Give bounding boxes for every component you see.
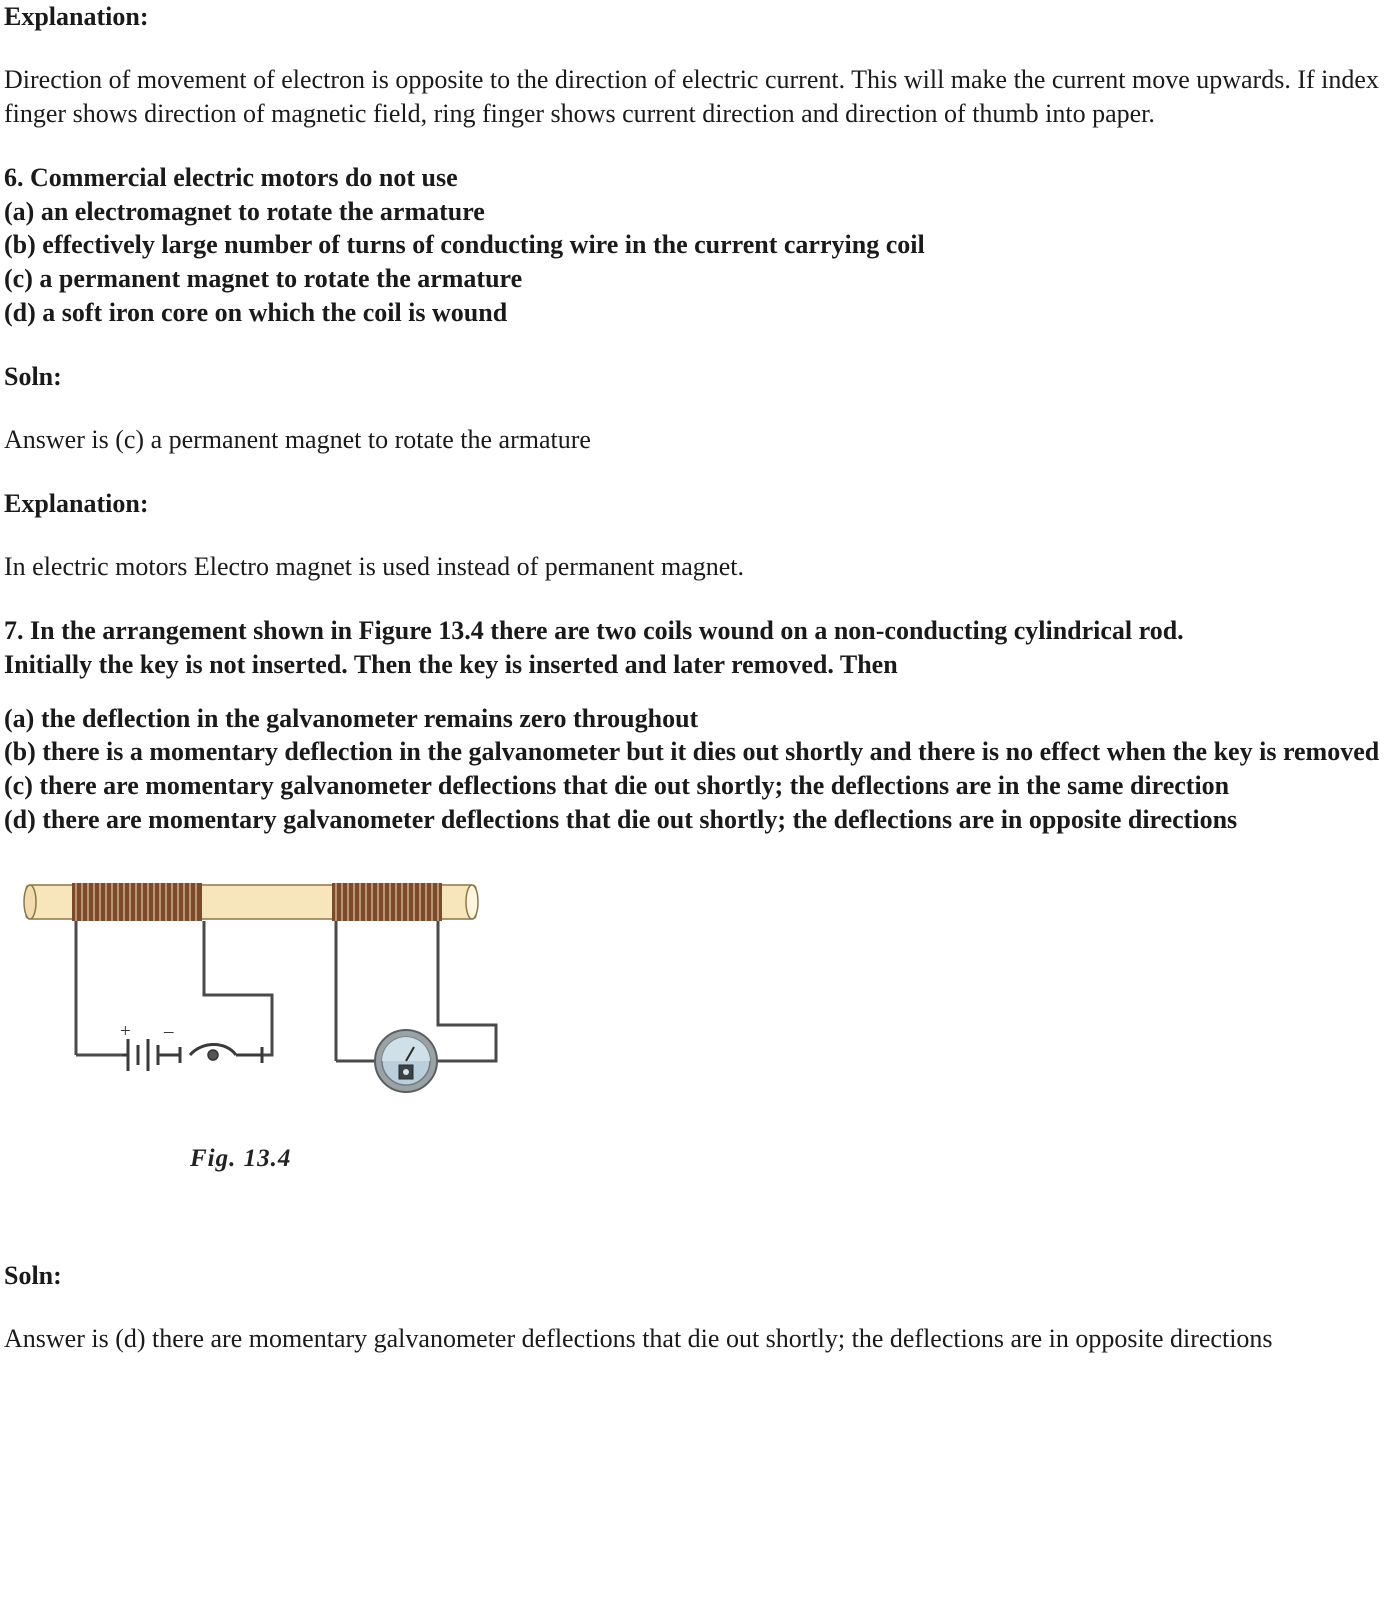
coil-secondary (332, 883, 442, 921)
rod-left-cap (24, 885, 36, 919)
spacer (4, 131, 1386, 161)
question-7-option-a: (a) the deflection in the galvanometer remains zero throughout (4, 703, 699, 733)
spacer (4, 520, 1386, 550)
battery-and-key (122, 1039, 262, 1071)
figure-13-4-diagram (4, 871, 524, 1131)
question-7-option-c: (c) there are momentary galvanometer deflections that die out shortly; the deflections are in the same direction (4, 771, 1230, 801)
question-7-option-d: (d) there are momentary galvanometer deflections that die out shortly; the deflections are in opposite directions (4, 804, 1238, 834)
question-7-stem-line2: Initially the key is not inserted. Then the key is inserted and later removed. Then (4, 649, 898, 679)
question-7-soln-label: Soln: (4, 1260, 62, 1290)
figure-caption: Fig. 13.4 (190, 1144, 292, 1172)
spacer (4, 330, 1386, 360)
spacer (4, 1173, 1386, 1229)
explanation-body-1: Direction of movement of electron is opposite to the direction of electric current. This will make the current move upwards. If index finger shows direction of magnetic field, ring finger shows current direction and direction of thumb into paper. (4, 65, 1379, 129)
question-7-option-b: (b) there is a momentary deflection in the galvanometer but it dies out shortly and there is no effect when the key is removed (4, 737, 1380, 767)
question-6-option-b: (b) effectively large number of turns of conducting wire in the current carrying coil (4, 230, 925, 260)
question-6-option-c: (c) a permanent magnet to rotate the armature (4, 264, 523, 294)
spacer (4, 682, 1386, 702)
battery-plus-label: + (120, 1020, 131, 1042)
question-6-stem: 6. Commercial electric motors do not use (4, 162, 458, 192)
primary-circuit-wires (76, 921, 272, 1055)
question-6-soln-label: Soln: (4, 361, 62, 391)
explanation-heading-1: Explanation: (4, 2, 149, 31)
spacer (4, 584, 1386, 614)
question-7-stem-line1: 7. In the arrangement shown in Figure 13.4 there are two coils wound on a non-conducting cylindrical rod. (4, 615, 1184, 645)
spacer (4, 1292, 1386, 1322)
question-6-option-a: (a) an electromagnet to rotate the armature (4, 196, 485, 226)
question-7-answer: Answer is (d) there are momentary galvanometer deflections that die out shortly; the deflections are in opposite directions (4, 1324, 1273, 1354)
battery-minus-label: – (164, 1020, 174, 1042)
coil-primary (72, 883, 202, 921)
spacer (4, 33, 1386, 63)
figure-13-4 (4, 871, 524, 1173)
question-6-answer: Answer is (c) a permanent magnet to rotate the armature (4, 425, 591, 455)
rod-right-cap (466, 885, 478, 919)
spacer (4, 1229, 1386, 1259)
spacer (4, 457, 1386, 487)
question-6-option-d: (d) a soft iron core on which the coil is wound (4, 298, 508, 328)
galvanometer (375, 1030, 437, 1092)
question-6-explanation-text: In electric motors Electro magnet is used instead of permanent magnet. (4, 552, 745, 582)
spacer (4, 393, 1386, 423)
question-6-explanation-label: Explanation: (4, 488, 149, 518)
